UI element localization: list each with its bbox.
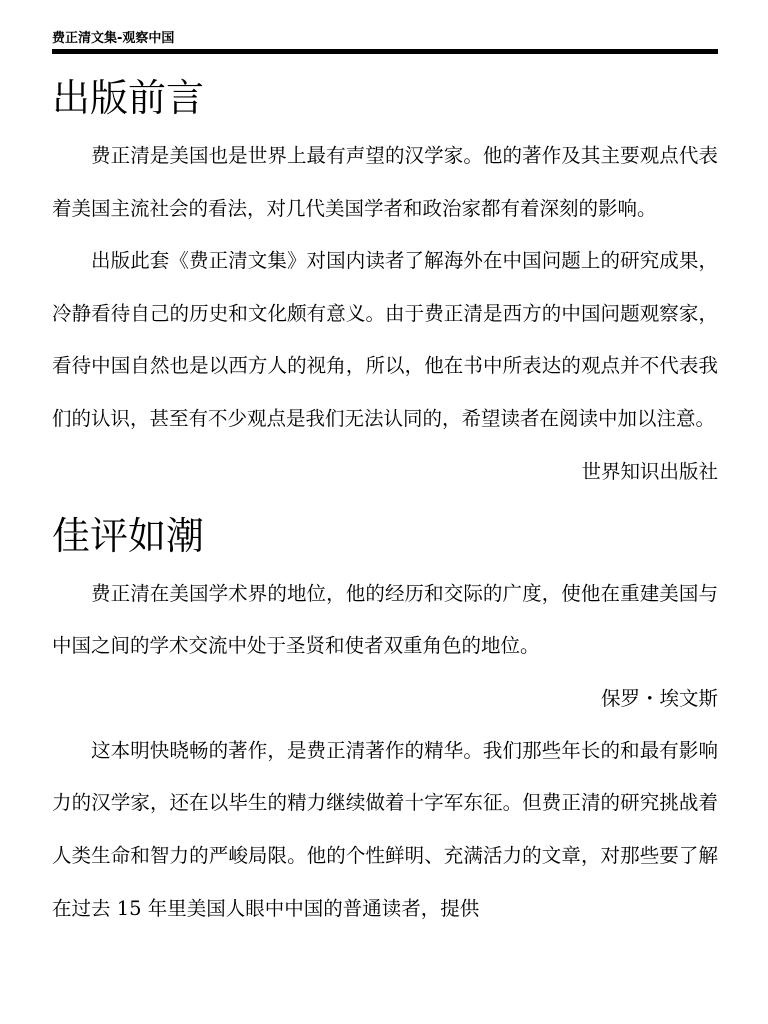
running-header: 费正清文集-观察中国 — [52, 31, 175, 46]
review-signature: 保罗・埃文斯 — [600, 686, 718, 710]
document-page — [52, 0, 718, 1024]
preface-signature: 世界知识出版社 — [581, 459, 718, 483]
section-heading-reviews: 佳评如潮 — [52, 513, 205, 558]
preface-paragraph-1: 费正清是美国也是世界上最有声望的汉学家。他的著作及其主要观点代表着美国主流社会的看法，对几代美国学者和政治家都有着深刻的影响。 — [52, 144, 718, 220]
section-heading-preface: 出版前言 — [52, 76, 205, 120]
preface-paragraph-2: 出版此套《费正清文集》对国内读者了解海外在中国问题上的研究成果，冷静看待自己的历史和文化颇有意义。由于费正清是西方的中国问题观察家，看待中国自然也是以西方人的视角，所以，他在书中所表达的观点并不代表我们的认识，甚至有不少观点是我们无法认同的，希望读者在阅读中加以注意。 — [52, 249, 718, 430]
review-paragraph-1: 费正清在美国学术界的地位，他的经历和交际的广度，使他在重建美国与中国之间的学术交流中处于圣贤和使者双重角色的地位。 — [52, 581, 718, 658]
header-rule — [52, 49, 718, 54]
review-paragraph-2: 这本明快晓畅的著作，是费正清著作的精华。我们那些年长的和最有影响力的汉学家，还在以毕生的精力继续做着十字军东征。但费正清的研究挑战着人类生命和智力的严峻局限。他的个性鲜明、充满活力的文章，对那些要了解在过去 15 年里美国人眼中中国的普通读者，提供 — [52, 738, 718, 920]
